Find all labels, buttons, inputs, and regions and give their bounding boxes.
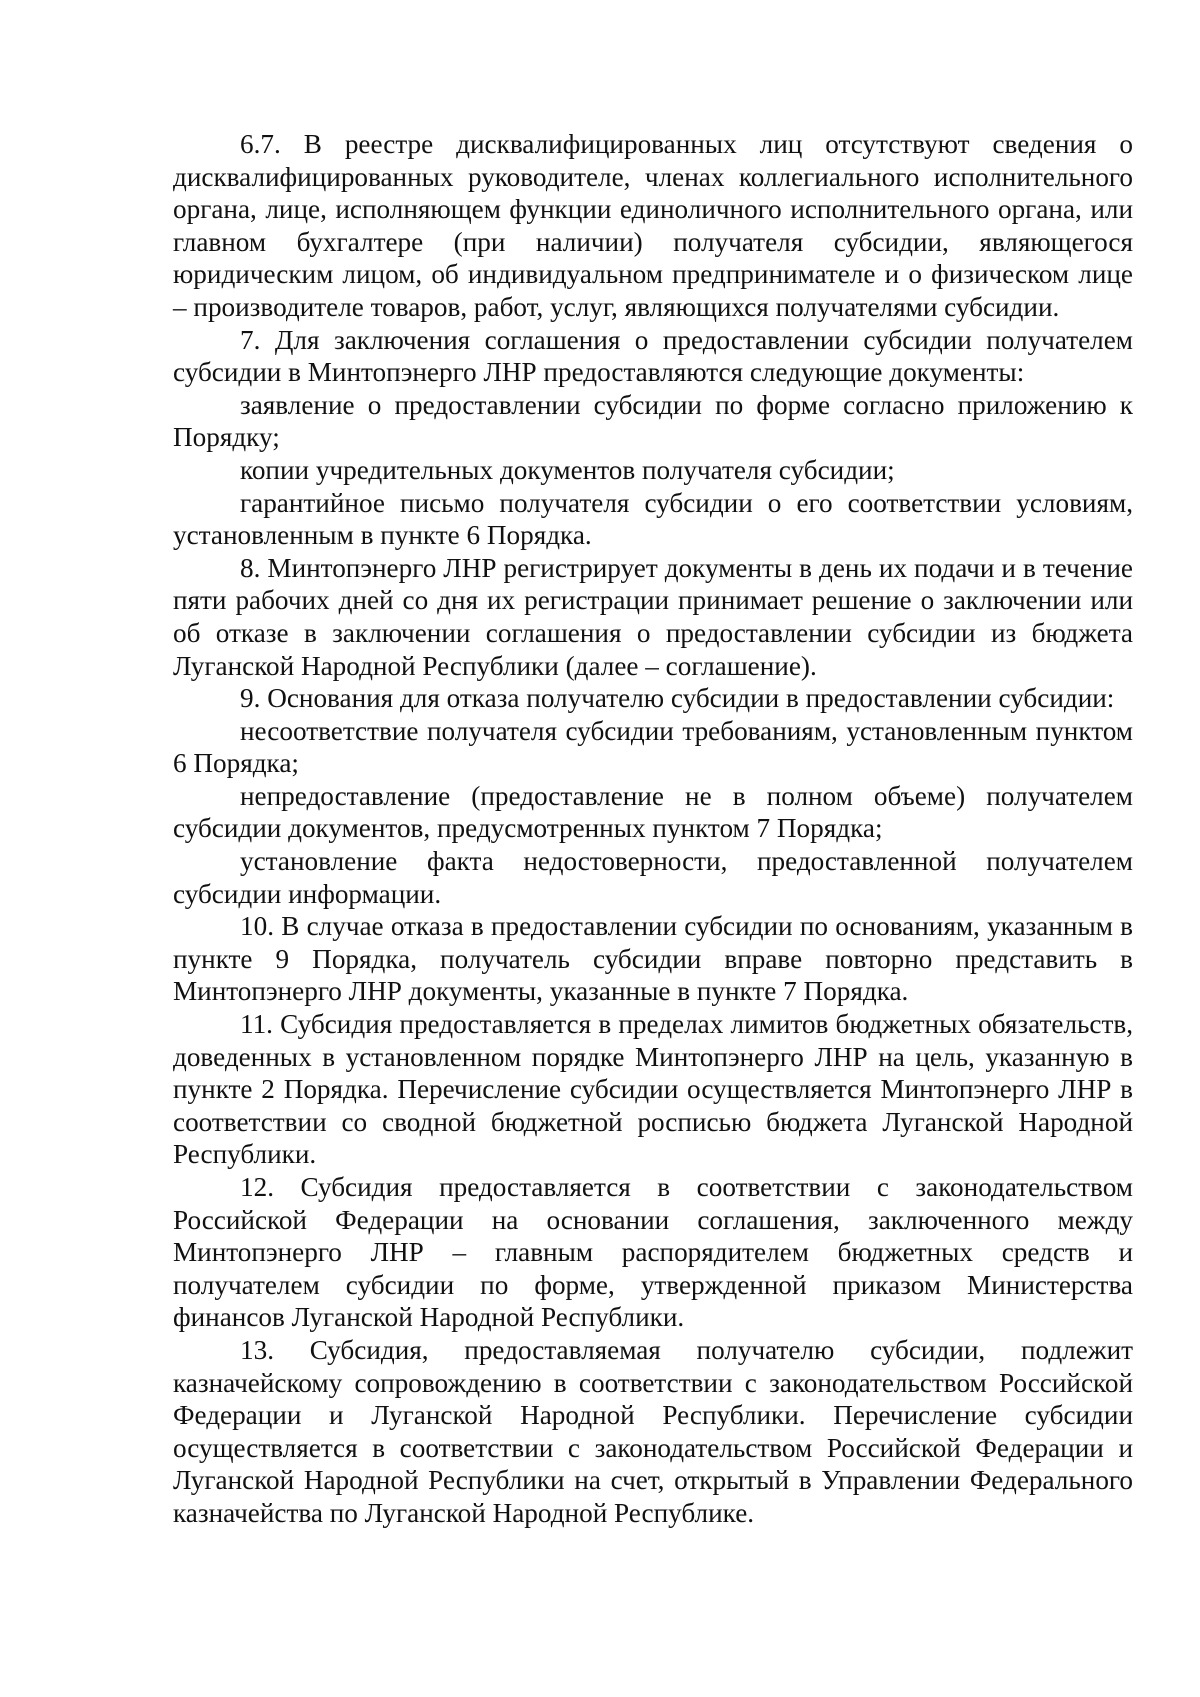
- list-item-application: заявление о предоставлении субсидии по форме согласно приложению к Порядку;: [173, 389, 1133, 453]
- paragraph-8: 8. Минтопэнерго ЛНР регистрирует документы в день их подачи и в течение пяти рабочих дней со дня их регистрации принимает решение о заключении или об отказе в заключении соглашения о предоставлении субсидии из бюджета Луганской Народной Республики (далее – соглашение).: [173, 552, 1133, 681]
- paragraph-13: 13. Субсидия, предоставляемая получателю субсидии, подлежит казначейскому сопровождению в соответствии с законодательством Российской Федерации и Луганской Народной Республики. Перечисление субсидии осуществляется в соответствии с законодательством Российской Федерации и Луганской Народной Республики на счет, открытый в Управлении Федерального казначейства по Луганской Народной Республике.: [173, 1334, 1133, 1528]
- paragraph-11: 11. Субсидия предоставляется в пределах лимитов бюджетных обязательств, доведенных в установленном порядке Минтопэнерго ЛНР на цель, указанную в пункте 2 Порядка. Перечисление субсидии осуществляется Минтопэнерго ЛНР в соответствии со сводной бюджетной росписью бюджета Луганской Народной Республики.: [173, 1009, 1133, 1170]
- paragraph-10: 10. В случае отказа в предоставлении субсидии по основаниям, указанным в пункте 9 Порядка, получатель субсидии вправе повторно представить в Минтопэнерго ЛНР документы, указанные в пункте 7 Порядка.: [173, 911, 1133, 1007]
- paragraph-6-7: 6.7. В реестре дисквалифицированных лиц отсутствуют сведения о дисквалифицированных руководителе, членах коллегиального исполнительного органа, лице, исполняющем функции единоличного исполнительного органа, или главном бухгалтере (при наличии) получателя субсидии, являющегося юридическим лицом, об индивидуальном предпринимателе и о физическом лице – производителе товаров, работ, услуг, являющихся получателями субсидии.: [173, 129, 1133, 322]
- paragraph-7: 7. Для заключения соглашения о предоставлении субсидии получателем субсидии в Минтопэнерго ЛНР предоставляются следующие документы:: [173, 324, 1133, 388]
- list-item-nonconformity: несоответствие получателя субсидии требованиям, установленным пунктом 6 Порядка;: [173, 715, 1133, 779]
- list-item-nonsubmission: непредоставление (предоставление не в полном объеме) получателем субсидии документов, предусмотренных пунктом 7 Порядка;: [173, 780, 1133, 844]
- list-item-founding-docs: копии учредительных документов получателя субсидии;: [240, 454, 895, 485]
- list-item-unreliable-info: установление факта недостоверности, предоставленной получателем субсидии информации.: [173, 846, 1133, 909]
- paragraph-9: 9. Основания для отказа получателю субсидии в предоставлении субсидии:: [240, 683, 1115, 714]
- paragraph-12: 12. Субсидия предоставляется в соответствии с законодательством Российской Федерации на основании соглашения, заключенного между Минтопэнерго ЛНР – главным распорядителем бюджетных средств и получателем субсидии по форме, утвержденной приказом Министерства финансов Луганской Народной Республики.: [173, 1172, 1133, 1333]
- list-item-guarantee-letter: гарантийное письмо получателя субсидии о его соответствии условиям, установленным в пункте 6 Порядка.: [173, 487, 1133, 551]
